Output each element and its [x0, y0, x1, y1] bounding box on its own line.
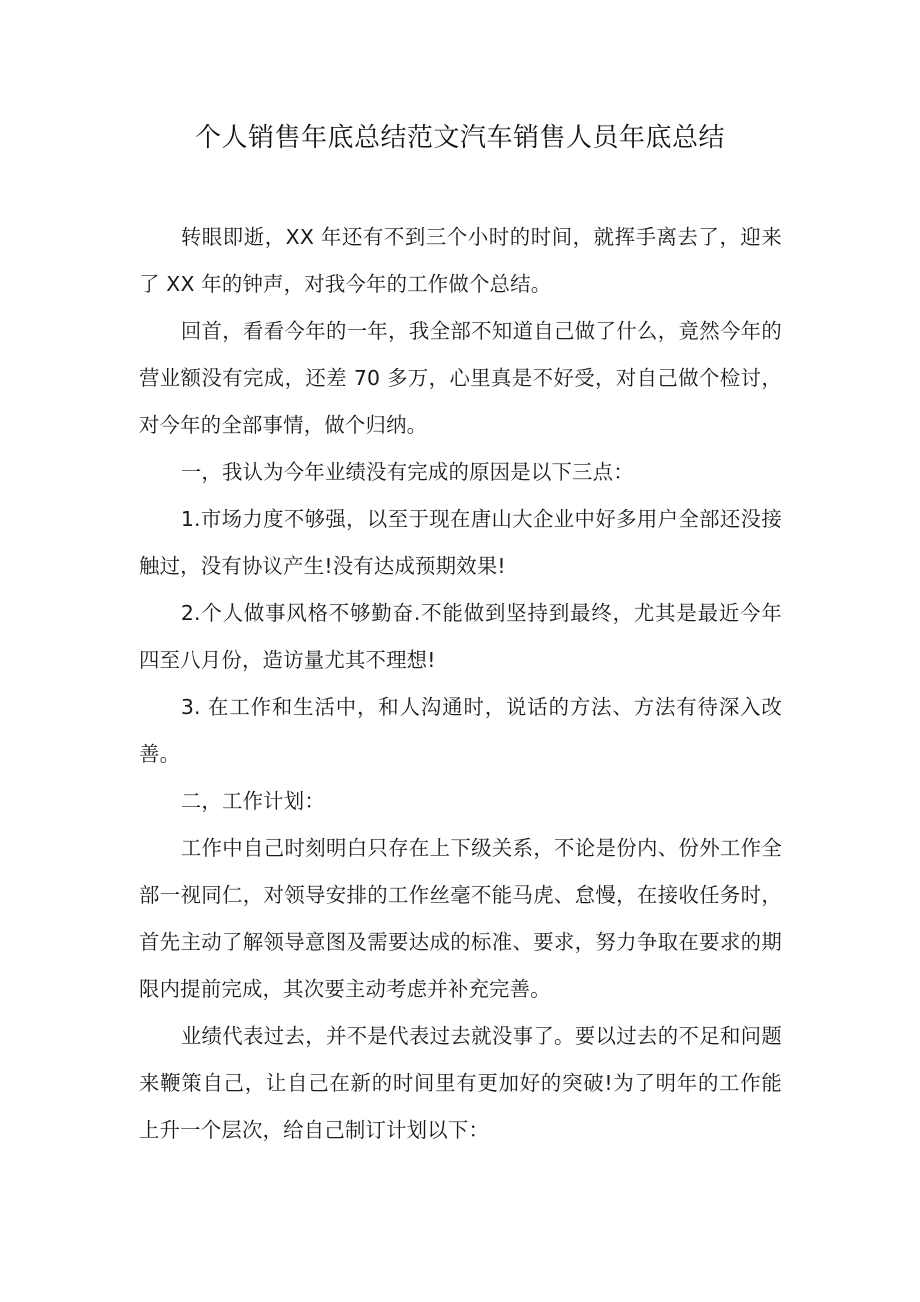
reason-item-1: 1.市场力度不够强，以至于现在唐山大企业中好多用户全部还没接触过，没有协议产生!没有达成预期效果!	[139, 507, 782, 578]
section-heading-plan: 二，工作计划：	[180, 789, 325, 813]
paragraph-plan-intro: 业绩代表过去，并不是代表过去就没事了。要以过去的不足和问题来鞭策自己，让自己在新的时间里有更加好的突破!为了明年的工作能上升一个层次，给自己制订计划以下：	[139, 1024, 782, 1142]
document-body	[139, 214, 782, 1154]
paragraph-review: 回首，看看今年的一年，我全部不知道自己做了什么，竟然今年的营业额没有完成，还差 70 多万，心里真是不好受，对自己做个检讨，对今年的全部事情，做个归纳。	[139, 319, 782, 437]
document-title: 个人销售年底总结范文汽车销售人员年底总结	[194, 123, 725, 153]
paragraph-intro: 转眼即逝，XX 年还有不到三个小时的时间，就挥手离去了，迎来了 XX 年的钟声，对我今年的工作做个总结。	[139, 225, 782, 296]
reason-item-2: 2.个人做事风格不够勤奋.不能做到坚持到最终，尤其是最近今年四至八月份，造访量尤其不理想!	[139, 601, 782, 672]
section-heading-reasons: 一，我认为今年业绩没有完成的原因是以下三点：	[180, 460, 634, 484]
reason-item-3: 3. 在工作和生活中，和人沟通时，说话的方法、方法有待深入改善。	[139, 695, 782, 766]
paragraph-work-attitude: 工作中自己时刻明白只存在上下级关系，不论是份内、份外工作全部一视同仁，对领导安排的工作丝毫不能马虎、怠慢，在接收任务时，首先主动了解领导意图及需要达成的标准、要求，努力争取在要求的期限内提前完成，其次要主动考虑并补充完善。	[139, 836, 782, 1001]
